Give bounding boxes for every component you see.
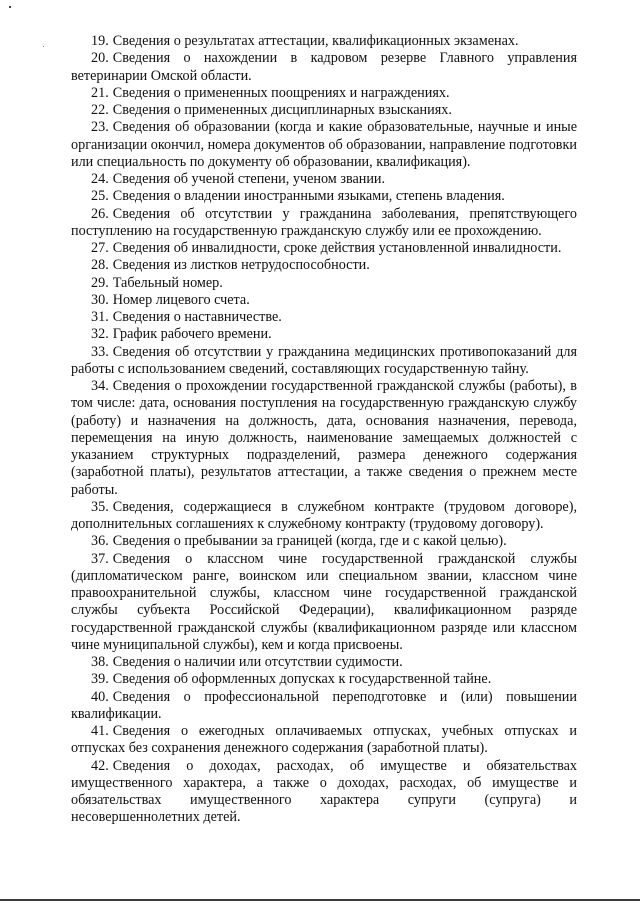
list-item bbox=[71, 292, 577, 309]
item-text: Сведения о доходах, расходах, об имуществе и обязательствах имущественного характера, а также о доходах, расходах, об имуществе и обязательствах имущественного характера супруги (супруга) и несовершеннолетних детей. bbox=[71, 757, 577, 826]
list-item bbox=[71, 102, 577, 119]
item-text: Сведения о классном чине государственной гражданской службы (дипломатическом ранге, воинском или специальном звании, классном чине правоохранительной службы, классном чине государственной гражданской службы субъекта Российской Федерации), квалификационном разряде государственной гражданской службы (квалификационном разряде или классном чине муниципальной службы), кем и когда присвоены. bbox=[71, 550, 577, 653]
list-item bbox=[71, 240, 577, 257]
list-item bbox=[71, 499, 577, 534]
item-text: Сведения об отсутствии у гражданина заболевания, препятствующего поступлению на государственную гражданскую службу или ее прохождению. bbox=[71, 205, 577, 239]
item-text: Сведения об отсутствии у гражданина медицинских противопоказаний для работы с использованием сведений, составляющих государственную тайну. bbox=[71, 343, 577, 377]
item-number: 41. bbox=[91, 723, 109, 739]
list-item bbox=[71, 188, 577, 205]
item-text: Сведения об инвалидности, сроке действия установленной инвалидности. bbox=[112, 240, 562, 256]
item-number: 39. bbox=[91, 671, 109, 688]
item-number: 29. bbox=[91, 274, 109, 291]
item-number: 23. bbox=[91, 119, 109, 136]
list-item bbox=[71, 206, 577, 241]
item-text: График рабочего времени. bbox=[112, 326, 272, 343]
list-item bbox=[71, 344, 577, 379]
item-number: 26. bbox=[91, 205, 109, 222]
item-text: Сведения о пребывании за границей (когда, где и с какой целью). bbox=[112, 533, 507, 550]
item-number: 19. bbox=[91, 33, 109, 49]
list-item bbox=[71, 119, 577, 171]
item-number: 28. bbox=[91, 257, 109, 274]
list-item bbox=[71, 171, 577, 188]
item-number: 40. bbox=[91, 688, 109, 705]
list-item bbox=[71, 257, 577, 274]
item-text: Сведения о профессиональной переподготовке и (или) повышении квалификации. bbox=[71, 688, 577, 722]
item-text: Сведения из листков нетрудоспособности. bbox=[112, 257, 370, 274]
item-text: Сведения о нахождении в кадровом резерве Главного управления ветеринарии Омской области. bbox=[71, 50, 577, 84]
item-text: Сведения об оформленных допусках к государственной тайне. bbox=[112, 671, 492, 688]
item-text: Номер лицевого счета. bbox=[112, 291, 250, 308]
item-text: Сведения, содержащиеся в служебном контракте (трудовом договоре), дополнительных соглашениях к служебному контракту (трудовому договору). bbox=[71, 498, 577, 532]
item-number: 21. bbox=[91, 84, 109, 101]
page-bottom-border bbox=[0, 899, 640, 901]
list-item bbox=[71, 378, 577, 499]
item-number: 31. bbox=[91, 309, 109, 325]
item-number: 20. bbox=[91, 50, 109, 67]
list-item bbox=[71, 33, 577, 50]
item-text: Сведения о наличии или отсутствии судимости. bbox=[112, 654, 403, 670]
item-number: 34. bbox=[91, 378, 109, 394]
list-item bbox=[71, 654, 577, 671]
item-text: Сведения о наставничестве. bbox=[112, 309, 282, 325]
item-number: 36. bbox=[91, 533, 109, 550]
list-item bbox=[71, 723, 577, 758]
item-number: 30. bbox=[91, 291, 109, 308]
item-number: 32. bbox=[91, 326, 109, 343]
list-item bbox=[71, 326, 577, 343]
item-text: Сведения об образовании (когда и какие образовательные, научные и иные организации окончил, номера документов об образовании, направление подготовки или специальность по документу об образовании, квалификация). bbox=[71, 119, 577, 170]
item-text: Сведения о результатах аттестации, квалификационных экзаменах. bbox=[112, 33, 519, 49]
document-page bbox=[71, 33, 577, 827]
item-text: Табельный номер. bbox=[112, 274, 223, 291]
item-text: Сведения о владении иностранными языками, степень владения. bbox=[112, 188, 505, 205]
item-text: Сведения о ежегодных оплачиваемых отпусках, учебных отпусках и отпусках без сохранения денежного содержания (заработной платы). bbox=[71, 723, 577, 757]
list-item bbox=[71, 309, 577, 326]
list-item bbox=[71, 758, 577, 827]
list-item bbox=[71, 533, 577, 550]
item-number: 22. bbox=[91, 102, 109, 118]
list-item bbox=[71, 50, 577, 85]
scan-speck bbox=[9, 6, 11, 8]
item-text: Сведения о примененных дисциплинарных взысканиях. bbox=[112, 102, 452, 118]
item-number: 24. bbox=[91, 171, 109, 187]
scan-speck bbox=[43, 46, 44, 47]
item-text: Сведения об ученой степени, ученом звании. bbox=[112, 171, 386, 187]
list-item bbox=[71, 671, 577, 688]
list-item bbox=[71, 275, 577, 292]
item-number: 35. bbox=[91, 498, 109, 515]
item-text: Сведения о прохождении государственной гражданской службы (работы), в том числе: дата, основания поступления на государственную гражданскую службу (работу) и назначения на должность, дата, основания назначения, перевода, перемещения на иную должность, наименование замещаемых должностей с указанием структурных подразделений, размера денежного содержания (заработной платы), результатов аттестации, а также сведения о прежнем месте работы. bbox=[71, 378, 577, 498]
list-item bbox=[71, 689, 577, 724]
list-item bbox=[71, 551, 577, 655]
item-number: 37. bbox=[91, 550, 109, 567]
item-number: 42. bbox=[91, 757, 109, 774]
item-number: 27. bbox=[91, 240, 109, 256]
item-number: 25. bbox=[91, 188, 109, 205]
item-text: Сведения о примененных поощрениях и награждениях. bbox=[112, 84, 450, 101]
item-number: 38. bbox=[91, 654, 109, 670]
item-number: 33. bbox=[91, 343, 109, 360]
list-item bbox=[71, 85, 577, 102]
